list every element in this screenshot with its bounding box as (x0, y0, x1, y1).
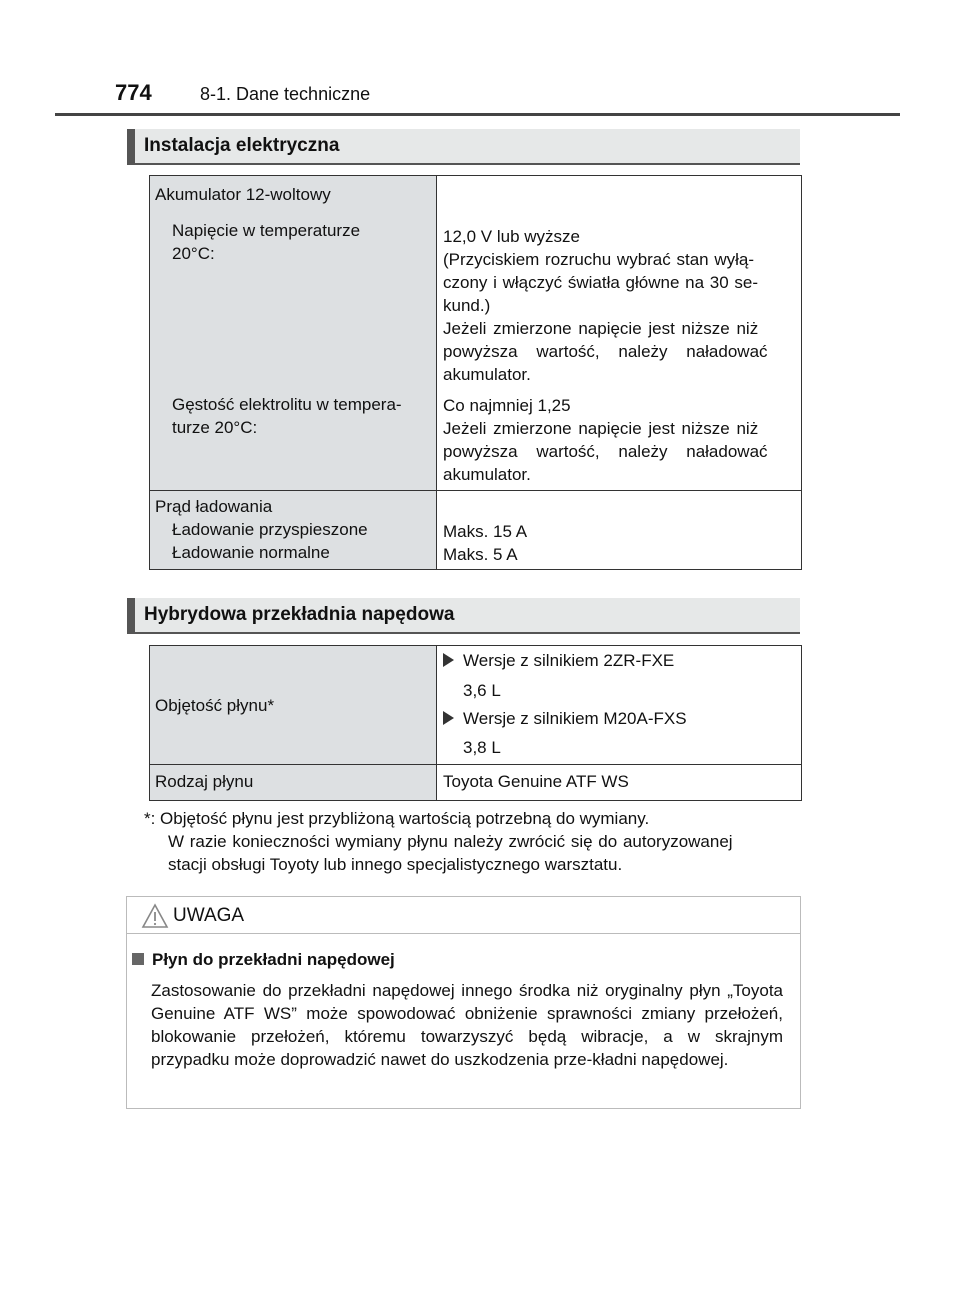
normal-charge-label: Ładowanie normalne (172, 543, 330, 562)
warning-header (127, 897, 800, 934)
fluid-type-value-cell (437, 765, 802, 801)
warning-box (126, 896, 801, 1109)
charge-label: Prąd ładowania (155, 497, 273, 516)
charge-value-cell (437, 491, 802, 570)
voltage-value: 12,0 V lub wyższe (Przyciskiem rozruchu wybrać stan wyłą- czony i włączyć światła główne na 30 se- kund.) Jeżeli zmierzone napięcie jest niższe niż powyższa wartość, należy naładować akumulator. (443, 227, 768, 384)
battery-value-cell (437, 176, 802, 491)
footnote (144, 807, 733, 876)
density-label: Gęstość elektrolitu w tempera- turze 20°C: (172, 395, 402, 437)
footnote-line: *: Objętość płynu jest przybliżoną wartością potrzebną do wymiany. (144, 809, 650, 828)
arrow-right-icon (443, 711, 454, 725)
section-title: Instalacja elektryczna (144, 135, 340, 156)
section-heading-electrical (127, 129, 800, 165)
warning-title: UWAGA (173, 905, 245, 926)
section-heading-transmission (127, 598, 800, 634)
variant-2zr: Wersje z silnikiem 2ZR-FXE (443, 651, 674, 671)
volume-value-cell (437, 646, 802, 765)
chapter-title: 8-1. Dane techniczne (200, 84, 371, 104)
fluid-type-label-cell (150, 765, 437, 801)
voltage-label: Napięcie w temperaturze 20°C: (172, 221, 361, 263)
fast-charge-value: Maks. 15 A (443, 522, 528, 541)
fluid-type-label: Rodzaj płynu (155, 772, 254, 791)
variant-2zr-volume: 3,6 L (463, 681, 501, 700)
fluid-type-value: Toyota Genuine ATF WS (443, 772, 629, 791)
square-bullet-icon (132, 953, 144, 965)
header-rule (55, 113, 900, 116)
normal-charge-value: Maks. 5 A (443, 545, 518, 564)
page-number: 774 (115, 80, 152, 105)
battery-label: Akumulator 12-woltowy (155, 185, 331, 204)
warning-heading: Płyn do przekładni napędowej (132, 950, 395, 970)
section-title: Hybrydowa przekładnia napędowa (144, 604, 455, 625)
footnote-line: stacji obsługi Toyoty lub innego specjalistycznego warsztatu. (168, 855, 623, 874)
warning-body: Zastosowanie do przekładni napędowej innego środka niż oryginalny płyn „Toyota Genuine ATF WS” może spowodować obniżenie sprawności zmiany przełożeń, blokowanie przełożeń, któremu towarzyszyć będą wibracje, a w skrajnym przypadku może doprowadzić nawet do uszkodzenia prze-kładni napędowej. (151, 981, 783, 1069)
volume-label: Objętość płynu* (155, 696, 275, 715)
arrow-right-icon (443, 653, 454, 667)
volume-label-cell (150, 646, 437, 765)
fast-charge-label: Ładowanie przyspieszone (172, 520, 368, 539)
variant-m20a-volume: 3,8 L (463, 738, 501, 757)
footnote-line: W razie konieczności wymiany płynu należy zwrócić się do autoryzowanej (168, 832, 733, 851)
warning-triangle-icon (141, 903, 169, 929)
charge-label-cell (150, 491, 437, 570)
battery-label-cell (150, 176, 437, 491)
density-value: Co najmniej 1,25 Jeżeli zmierzone napięcie jest niższe niż powyższa wartość, należy naładować akumulator. (443, 396, 768, 484)
variant-m20a: Wersje z silnikiem M20A-FXS (443, 709, 687, 729)
